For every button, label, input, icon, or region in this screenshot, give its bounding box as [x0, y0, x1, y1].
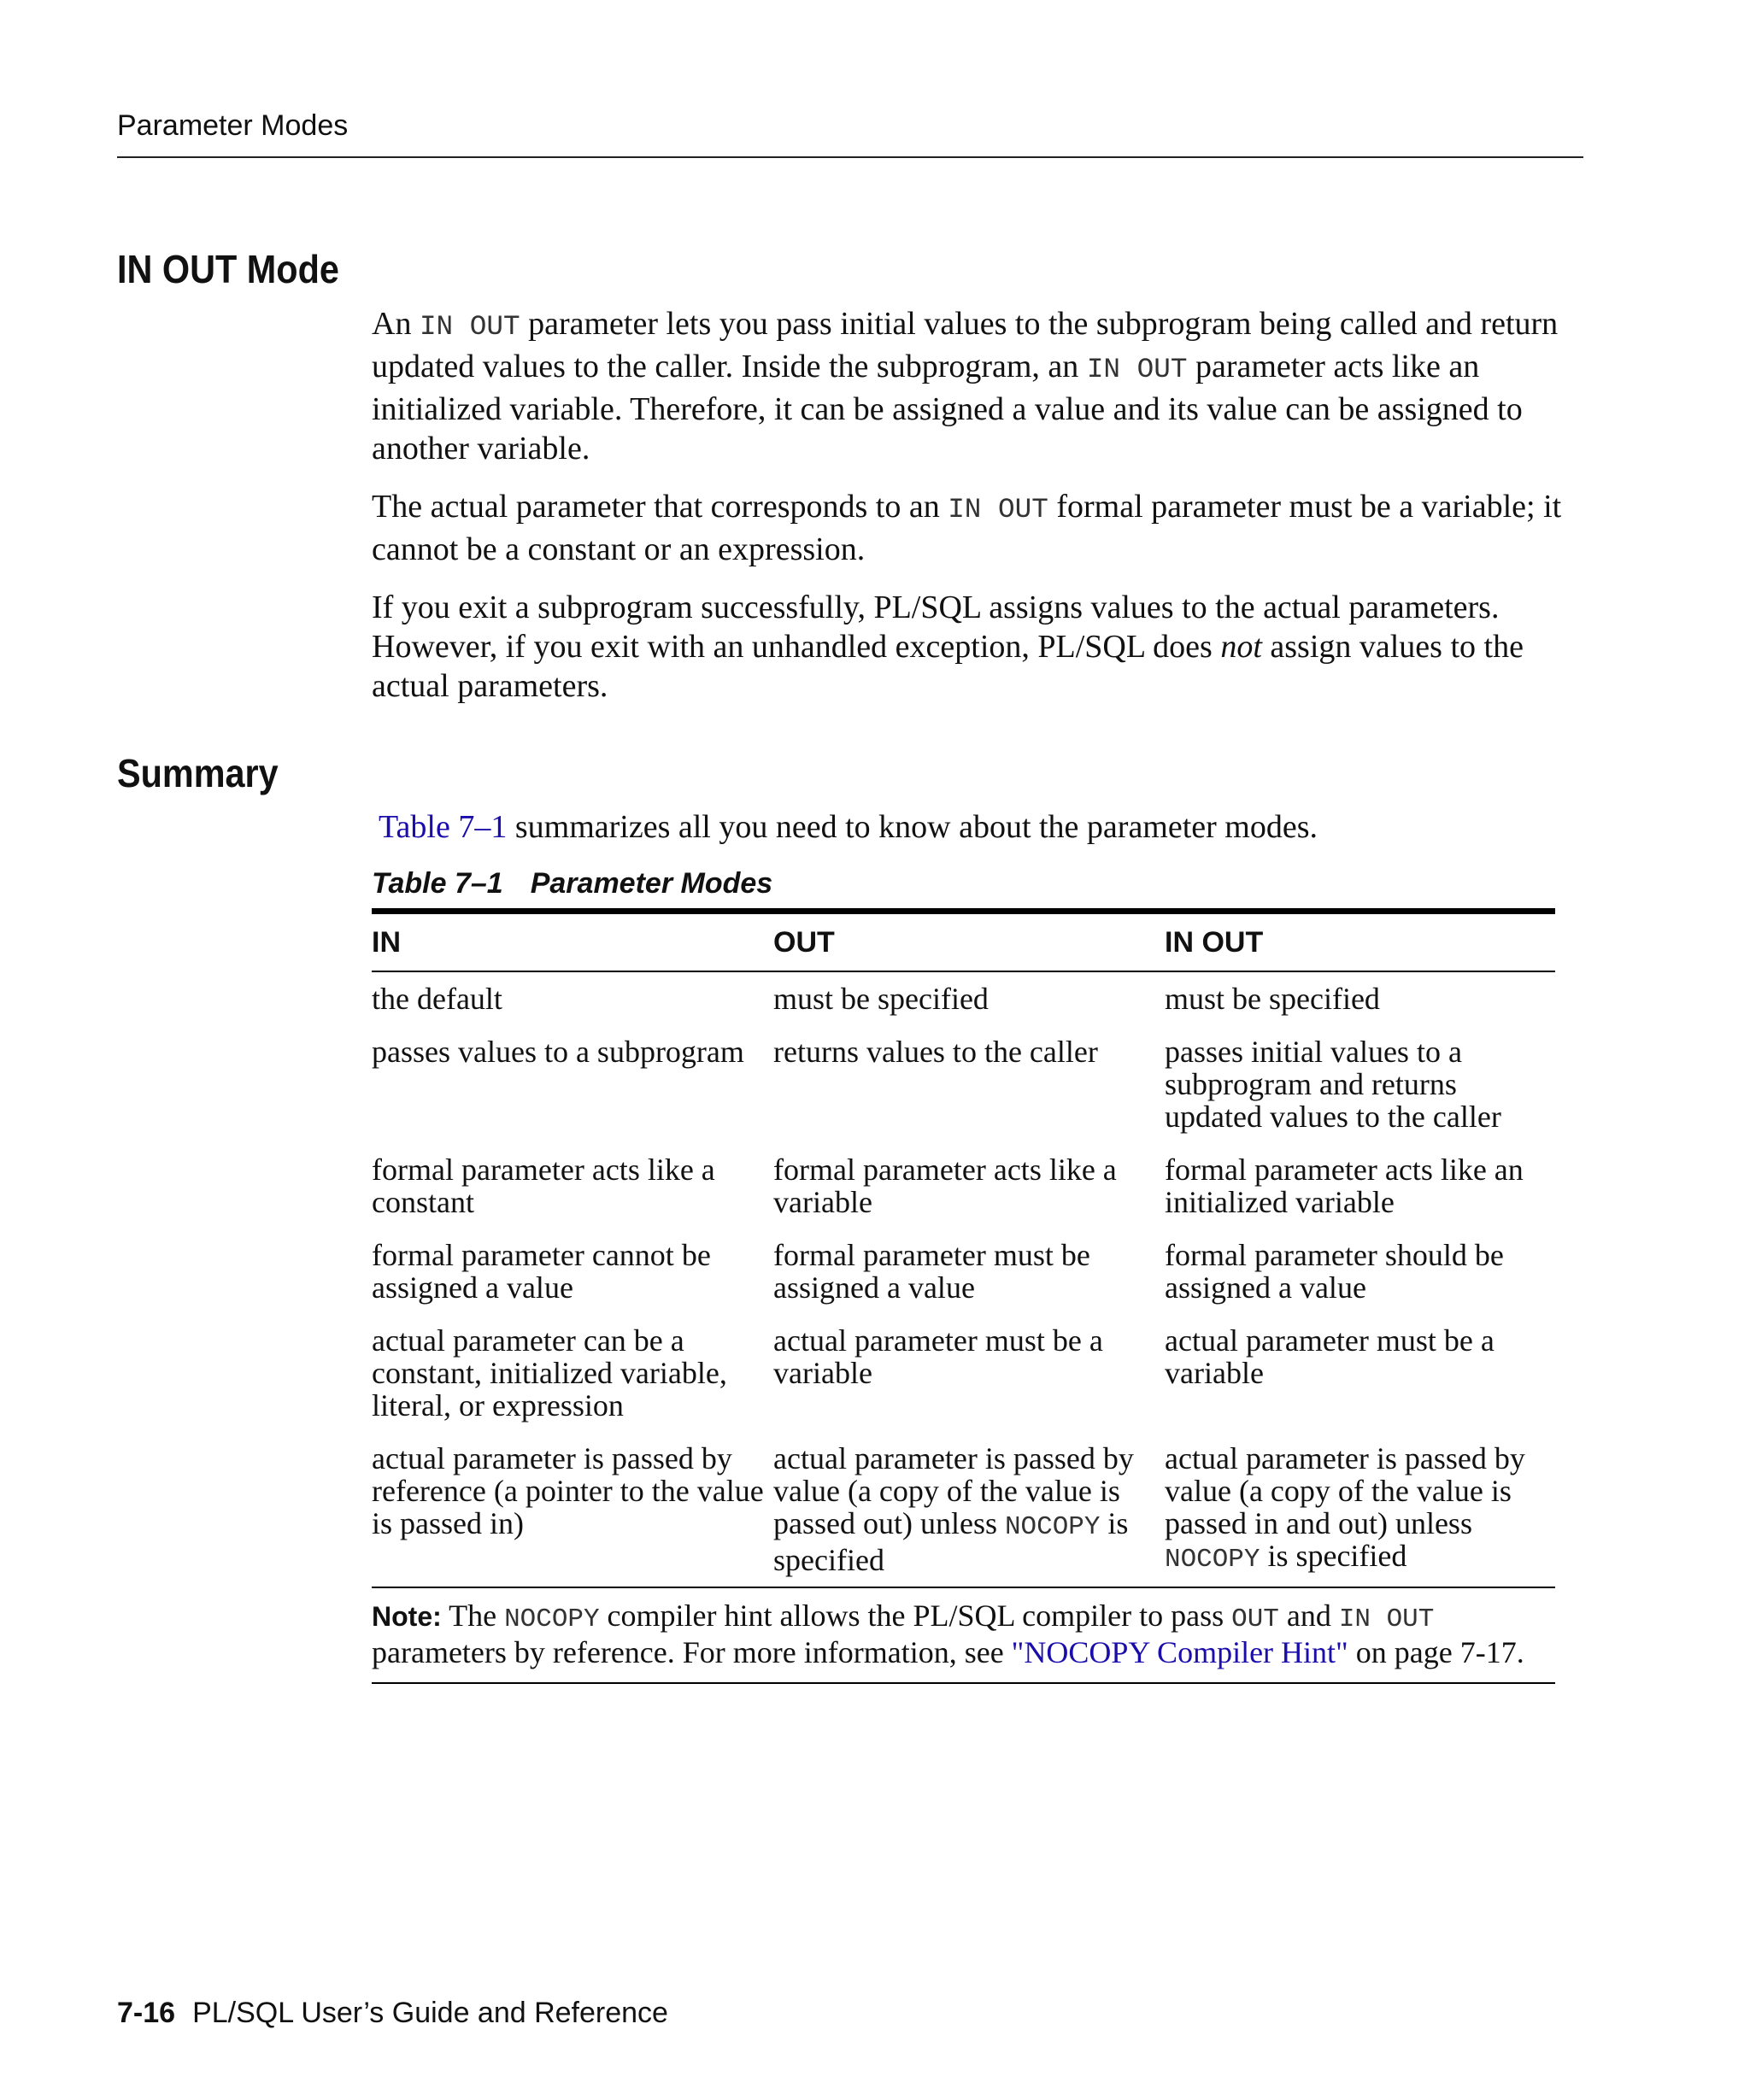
in-out-mode-body	[372, 304, 1585, 724]
table-cell: formal parameter should be assigned a value	[1165, 1238, 1504, 1305]
code-nocopy: NOCOPY	[1165, 1545, 1260, 1575]
section-heading-summary: Summary	[117, 751, 279, 795]
table-cell: the default	[372, 982, 502, 1016]
parameter-modes-table	[372, 908, 1555, 1588]
table-caption-title: Parameter Modes	[530, 867, 773, 900]
table-row	[372, 971, 1555, 1025]
table-cell: actual parameter must be a variable	[1165, 1323, 1495, 1390]
table-cell: actual parameter is passed by reference (a pointer to the value is passed in)	[372, 1432, 773, 1587]
table-caption-number: Table 7–1	[372, 867, 503, 900]
code-nocopy: NOCOPY	[1004, 1512, 1101, 1542]
header-rule	[117, 156, 1583, 158]
table-caption	[372, 867, 772, 900]
code-nocopy: NOCOPY	[504, 1604, 600, 1634]
paragraph-1: An IN OUT parameter lets you pass initial values to the subprogram being called and return updated values to the caller. Inside the subprogram, an IN OUT parameter acts like an initialized variable. Therefore, it can be assigned a value and its value can be assigned to another variable.	[372, 306, 1559, 466]
table-row	[372, 1432, 1555, 1587]
table-cell: formal parameter acts like a constant	[372, 1153, 715, 1219]
note-label: Note:	[372, 1601, 442, 1632]
paragraph-2: The actual parameter that corresponds to an IN OUT formal parameter must be a variable; it cannot be a constant or an expression.	[372, 489, 1562, 567]
table-header-row	[372, 912, 1555, 972]
nocopy-compiler-hint-link[interactable]: "NOCOPY Compiler Hint"	[1011, 1635, 1348, 1669]
paragraph-3: If you exit a subprogram successfully, PL/SQL assigns values to the actual parameters. However, if you exit with an unhandled exception, PL/SQL does not assign values to the actual parameters.	[372, 590, 1524, 704]
code-in-out: IN OUT	[948, 494, 1048, 525]
table-cell: actual parameter is passed by value (a copy of the value is passed in and out) unless NOCOPY is specified	[1165, 1432, 1555, 1587]
table-row	[372, 1229, 1555, 1314]
code-out: OUT	[1231, 1604, 1279, 1634]
table-cell: passes initial values to a subprogram and returns updated values to the caller	[1165, 1035, 1501, 1134]
table-cell: passes values to a subprogram	[372, 1035, 744, 1069]
table-cell: returns values to the caller	[773, 1035, 1098, 1069]
page-footer	[117, 1997, 668, 2030]
section-heading-in-out-mode: IN OUT Mode	[117, 247, 339, 291]
note-box: Note: The NOCOPY compiler hint allows the PL/SQL compiler to pass OUT and IN OUT parameters by reference. For more information, see "NOCOPY Compiler Hint" on page 7-17.	[372, 1599, 1555, 1684]
table-cell: formal parameter cannot be assigned a value	[372, 1238, 711, 1305]
column-header-in-out: IN OUT	[1165, 926, 1264, 959]
table-cell: formal parameter acts like an initialized variable	[1165, 1153, 1524, 1219]
running-header: Parameter Modes	[117, 109, 349, 142]
code-in-out: IN OUT	[1086, 354, 1188, 385]
table-7-1-link[interactable]: Table 7–1	[379, 809, 508, 845]
table-cell: actual parameter must be a variable	[773, 1323, 1103, 1390]
column-header-out: OUT	[773, 926, 835, 959]
table-row	[372, 1314, 1555, 1432]
column-header-in: IN	[372, 926, 401, 959]
code-in-out: IN OUT	[419, 311, 520, 343]
table-cell: formal parameter must be assigned a value	[773, 1238, 1090, 1305]
emphasis-not: not	[1220, 629, 1262, 665]
table-row	[372, 1025, 1555, 1143]
book-title: PL/SQL User’s Guide and Reference	[192, 1997, 668, 2029]
summary-intro: Table 7–1 summarizes all you need to know about the parameter modes.	[379, 809, 1318, 845]
table-cell: must be specified	[1165, 982, 1380, 1016]
table-row	[372, 1143, 1555, 1229]
table-cell: actual parameter can be a constant, initialized variable, literal, or expression	[372, 1323, 727, 1422]
table-cell: must be specified	[773, 982, 989, 1016]
table-cell: actual parameter is passed by value (a copy of the value is passed out) unless NOCOPY is specified	[773, 1432, 1165, 1587]
table-cell: formal parameter acts like a variable	[773, 1153, 1117, 1219]
code-in-out: IN OUT	[1338, 1604, 1435, 1634]
page-number: 7-16	[117, 1997, 176, 2029]
